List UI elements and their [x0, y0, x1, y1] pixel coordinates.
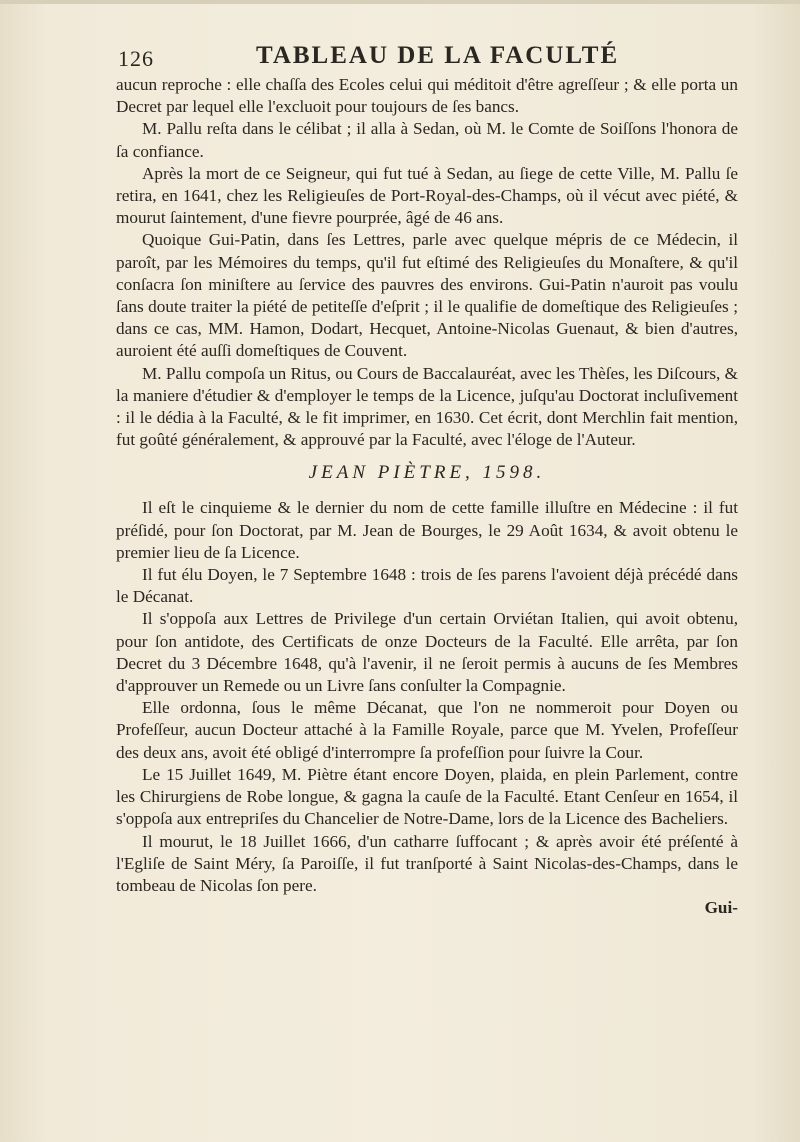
paragraph: Il eſt le cinquieme & le dernier du nom de cette famille illuſtre en Médecine : il fut préſidé, pour ſon Doctorat, par M. Jean de Bourges, le 29 Août 1634, & avoit obtenu le premier lieu de ſa Licence.: [116, 498, 738, 562]
page-number: 126: [118, 46, 154, 71]
running-head: TABLEAU DE LA FACULTÉ: [256, 42, 620, 69]
paragraph: Il mourut, le 18 Juillet 1666, d'un catharre ſuffocant ; & après avoir été préſenté à l'Egliſe de Saint Méry, ſa Paroiſſe, il fut tranſporté à Saint Nicolas-des-Champs, dans le tombeau de Nicolas ſon pere.: [116, 831, 738, 895]
paragraph: Après la mort de ce Seigneur, qui fut tué à Sedan, au ſiege de cette Ville, M. Pallu ſe retira, en 1641, chez les Religieuſes de Port-Royal-des-Champs, où il vécut avec piété, & mourut ſaintement, d'une fievre pourprée, âgé de 46 ans.: [116, 163, 738, 228]
paragraph: Quoique Gui-Patin, dans ſes Lettres, parle avec quelque mépris de ce Médecin, il paroît, par les Mémoires du temps, qu'il fut eſtimé des Religieuſes du Monaſtere, & qu'il conſacra ſon miniſtere au ſervice des pauvres des environs. Gui-Patin n'auroit pas voulu ſans doute traiter la piété de petiteſſe d'eſprit ; il le qualifie de domeſtique des Religieuſes ; dans ce cas, MM. Hamon, Dodart, Hecquet, Antoine-Nicolas Guenaut, & bien d'autres, auroient été auſſi domeſtiques de Couvent.: [116, 230, 738, 361]
catchword: Gui-: [704, 898, 738, 918]
section-heading: JEAN PIÈTRE, 1598.: [308, 462, 546, 484]
paragraph-continuation: aucun reproche : elle chaſſa des Ecoles celui qui méditoit d'être agreſſeur ; & elle porta un Decret par lequel elle l'excluoit pour toujours de ſes bancs.: [116, 75, 738, 117]
paragraph: M. Pallu reſta dans le célibat ; il alla à Sedan, où M. le Comte de Soiſſons l'honora de ſa confiance.: [116, 119, 738, 161]
paragraph: Il fut élu Doyen, le 7 Septembre 1648 : trois de ſes parens l'avoient déjà précédé dans le Décanat.: [116, 565, 738, 607]
paragraph: Elle ordonna, ſous le même Décanat, que l'on ne nommeroit pour Doyen ou Profeſſeur, aucun Docteur attaché à la Famille Royale, parce que M. Yvelen, Profeſſeur des deux ans, avoit été obligé d'interrompre ſa profeſſion pour ſuivre la Cour.: [116, 698, 738, 762]
paragraph: Il s'oppoſa aux Lettres de Privilege d'un certain Orviétan Italien, qui avoit obtenu, pour ſon antidote, des Certificats de onze Docteurs de la Faculté. Elle arrêta, par ſon Decret du 3 Décembre 1648, qu'à l'avenir, il ne ſeroit permis à aucuns de ſes Membres d'approuver un Remede ou un Livre ſans conſulter la Compagnie.: [116, 609, 738, 696]
paragraph: Le 15 Juillet 1649, M. Piètre étant encore Doyen, plaida, en plein Parlement, contre les Chirurgiens de Robe longue, & gagna la cauſe de la Faculté. Etant Cenſeur en 1654, il s'oppoſa aux entrepriſes du Chancelier de Notre-Dame, lors de la Licence des Bacheliers.: [116, 764, 738, 829]
paragraph: M. Pallu compoſa un Ritus, ou Cours de Baccalauréat, avec les Thèſes, les Diſcours, & la maniere d'étudier & d'employer le temps de la Licence, juſqu'au Doctorat incluſivement : il le dédia à la Faculté, & le fit imprimer, en 1630. Cet écrit, dont Merchlin fait mention, fut goûté généralement, & approuvé par la Faculté, avec l'éloge de l'Auteur.: [116, 363, 738, 450]
page-header: [118, 42, 738, 76]
body-text: [116, 74, 738, 919]
page-top-edge: [0, 0, 800, 4]
